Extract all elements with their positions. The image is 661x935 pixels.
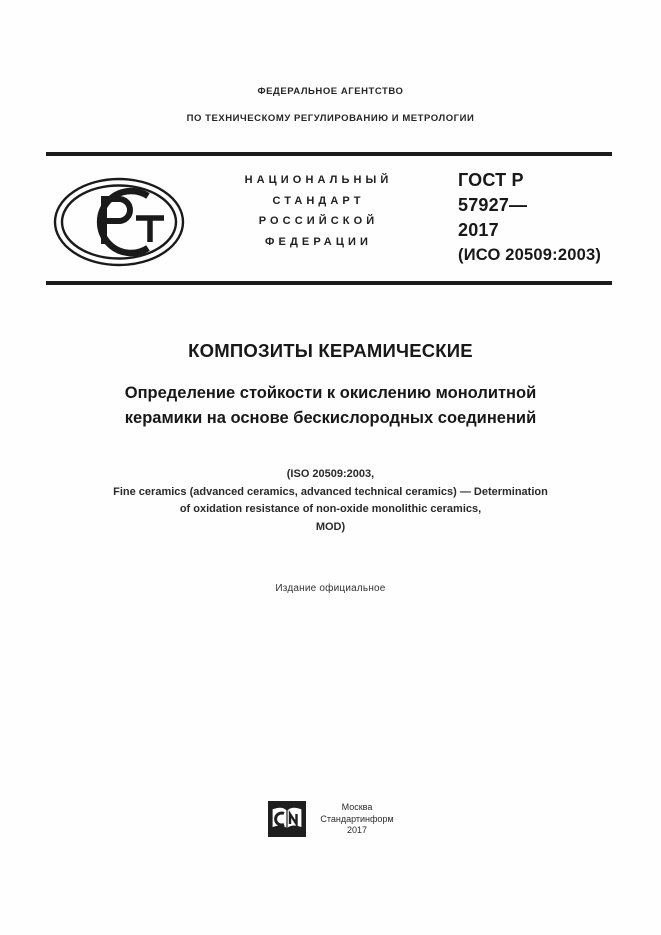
document-subtitle-line-1: Определение стойкости к окислению монолитной (124, 384, 537, 402)
gost-r-emblem-icon (52, 174, 186, 270)
agency-name-line-2: ПО ТЕХНИЧЕСКОМУ РЕГУЛИРОВАНИЮ И МЕТРОЛОГИИ (186, 113, 475, 124)
standard-designation-prefix: ГОСТ Р (458, 170, 524, 190)
publisher-name: Стандартинформ (320, 813, 394, 824)
iso-equivalence-note (40, 466, 621, 536)
standard-identification-block (46, 160, 612, 280)
iso-note-line-2: Fine ceramics (advanced ceramics, advanced technical ceramics) — Determination (113, 485, 548, 498)
publisher-text (320, 800, 393, 837)
national-standard-line-4: ФЕДЕРАЦИИ (265, 235, 372, 248)
publisher-city: Москва (341, 802, 373, 812)
document-title: КОМПОЗИТЫ КЕРАМИЧЕСКИЕ (188, 340, 473, 361)
agency-name-line-1: ФЕДЕРАЛЬНОЕ АГЕНТСТВО (257, 86, 404, 97)
standard-designation-year: 2017 (458, 220, 499, 240)
national-standard-line-1: НАЦИОНАЛЬНЫЙ (244, 174, 393, 186)
iso-note-line-1: (ISO 20509:2003, (286, 468, 375, 480)
divider-rule-bottom (46, 281, 612, 285)
official-edition-note: Издание официальное (275, 583, 386, 594)
document-subtitle-line-2: керамики на основе бескислородных соединений (124, 409, 537, 427)
iso-note-line-3: of oxidation resistance of non-oxide monolithic ceramics, (179, 503, 482, 515)
standard-designation-number: 57927— (458, 195, 528, 215)
publisher-year: 2017 (346, 825, 367, 835)
divider-rule-top (46, 152, 612, 156)
national-standard-line-2: СТАНДАРТ (272, 194, 365, 207)
agency-header (0, 86, 661, 124)
iso-note-line-4: MOD) (315, 520, 346, 533)
publisher-footer (0, 800, 661, 838)
standard-designation (458, 168, 658, 268)
document-subtitle (60, 381, 601, 431)
national-standard-line-3: РОССИЙСКОЙ (258, 215, 379, 227)
standartinform-logo-icon (267, 800, 307, 838)
standard-designation-iso-ref: (ИСО 20509:2003) (458, 246, 602, 264)
national-standard-caption (196, 170, 441, 252)
